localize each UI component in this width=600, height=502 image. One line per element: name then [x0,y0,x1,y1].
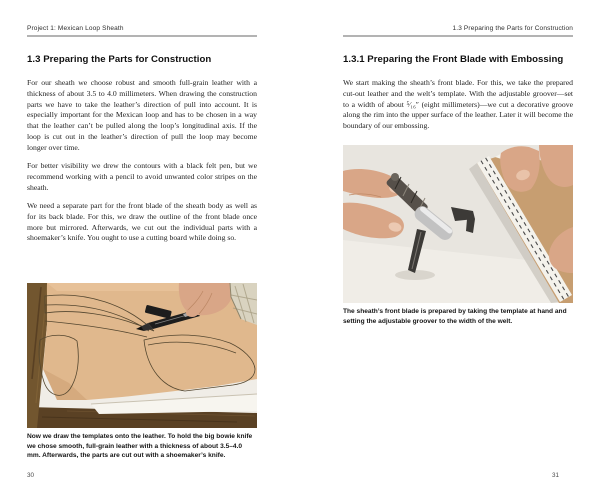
body-text-left [27,78,257,252]
photo-caption-left: Now we draw the templates onto the leather. To hold the big bowie knife we chose smooth, full-grain leather with a thickness of about 3.5–4.0 mm. Afterwards, the parts are cut out with a shoemaker’s knife. [27,433,253,460]
body-text-right [343,78,573,139]
page-left [27,0,257,502]
page-right [343,0,573,502]
paragraph: We start making the sheath’s front blade. For this, we take the prepared cut-out leather and the welt’s template. With the adjustable groover—set to a width of about ⁵⁄₁₆″ (eight millimeters)—we cut a decorative groove along the rim into the upper surface of the leather. Later it will become the boundary of our embossing. [343,78,573,131]
page-number-left: 30 [27,472,35,479]
running-header-right: 1.3 Preparing the Parts for Construction [452,25,573,32]
paragraph: For our sheath we choose robust and smooth full-grain leather with a thickness of about 3.5 to 4.0 millimeters. When drawing the construction parts we have to take the leather’s direction of pull into account. It is especially important for the Mexican loop and has to be chosen in a way that the leather can’t be pulled along the loop’s longitudinal axis. If the loop is cut out in the leather’s direction of pull the loop may become longer over time. [27,78,257,152]
paragraph: For better visibility we drew the contours with a black felt pen, but we recommend working with a pencil to avoid unwanted color stripes on the sheath. [27,161,257,192]
header-rule-left [27,35,257,37]
section-title-right: 1.3.1 Preparing the Front Blade with Embossing [343,54,564,65]
running-header-left: Project 1: Mexican Loop Sheath [27,25,124,32]
leather-photo-illustration [27,283,257,428]
section-title-left: 1.3 Preparing the Parts for Construction [27,54,212,65]
groover-photo-illustration [343,145,573,303]
page-number-right: 31 [551,472,559,479]
header-rule-right [343,35,573,37]
handle-butt [391,173,399,181]
photo-leather-templates [27,283,257,428]
photo-groover-tool [343,145,573,303]
paragraph: We need a separate part for the front blade of the sheath body as well as for its back blade. For this, we draw the outline of the front blade once more but mirrored. Afterwards, we cut out the individual parts with a shoemaker’s knife. You ought to use a cutting board while doing so. [27,200,257,243]
photo-caption-right: The sheath’s front blade is prepared by taking the template at hand and setting the adjustable groover to the width of the welt. [343,308,567,325]
